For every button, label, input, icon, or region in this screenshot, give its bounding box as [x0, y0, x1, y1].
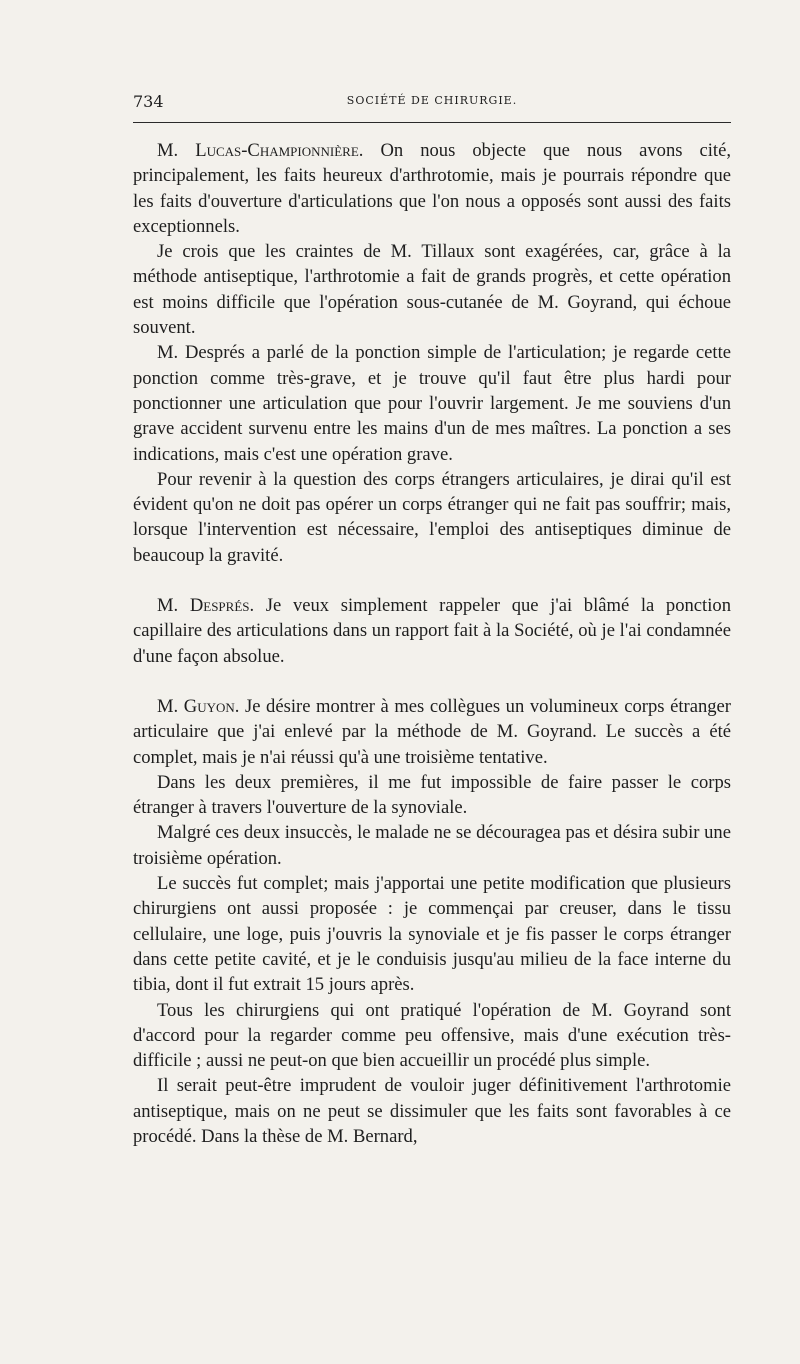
paragraph-text: On nous objecte que nous avons cité, principalement, les faits heureux d'arthrotomie, mais je pourrais répondre que les faits d'ouverture d'articulations que l'on nous a opposés sont aussi des faits exceptionnels. [133, 140, 731, 237]
speaker-name: M. Guyon. [157, 695, 240, 717]
paragraph: Il serait peut-être imprudent de vouloir juger définitivement l'arthrotomie antiseptique, mais on ne peut se dissimuler que les faits sont favorables à ce procédé. Dans la thèse de M. Bernard, [133, 1075, 731, 1147]
paragraph: M. Després a parlé de la ponction simple de l'articulation; je regarde cette ponction comme très-grave, et je trouve qu'il faut être plus hardi pour ponctionner une articulation que pour l'ouvrir largement. Je me souviens d'un grave accident survenu entre les mains d'un de mes maîtres. La ponction a ses indications, mais c'est une opération grave. [133, 342, 731, 465]
spacer [133, 568, 731, 593]
paragraph: Je crois que les craintes de M. Tillaux sont exagérées, car, grâce à la méthode antiseptique, l'arthrotomie a fait de grands progrès, et cette opération est moins difficile que l'opération sous-cutanée de M. Goyrand, qui échoue souvent. [133, 241, 731, 339]
running-head: SOCIÉTÉ DE CHIRURGIE. [346, 94, 518, 107]
page-header [133, 92, 731, 112]
paragraph: Le succès fut complet; mais j'apportai une petite modification que plusieurs chirurgiens ont aussi proposée : je commençai par creuser, dans le tissu cellulaire, une loge, puis j'ouvris la synoviale et je fis passer le corps étranger dans cette petite cavité, et je le conduisis jusqu'au milieu de la face interne du tibia, dont il fut extrait 15 jours après. [133, 873, 731, 996]
paragraph: Dans les deux premières, il me fut impossible de faire passer le corps étranger à travers l'ouverture de la synoviale. [133, 771, 731, 819]
paragraph: Tous les chirurgiens qui ont pratiqué l'opération de M. Goyrand sont d'accord pour la regarder comme peu offensive, mais d'une exécution très-difficile ; aussi ne peut-on que bien accueillir un procédé plus simple. [133, 999, 731, 1072]
paragraph: Malgré ces deux insuccès, le malade ne se découragea pas et désira subir une troisième opération. [133, 822, 731, 869]
speaker-name: M. Després. [157, 595, 255, 617]
header-rule [133, 122, 731, 123]
page-number: 734 [133, 92, 164, 111]
paragraph-lucas-championniere [133, 138, 731, 239]
page-body [133, 138, 731, 1149]
spacer [133, 669, 731, 694]
paragraph-despres [133, 593, 731, 669]
paragraph-guyon [133, 694, 731, 770]
paragraph: Pour revenir à la question des corps étrangers articulaires, je dirai qu'il est évident qu'on ne doit pas opérer un corps étranger qui ne fait pas souffrir; mais, lorsque l'intervention est nécessaire, l'emploi des antiseptiques diminue de beaucoup la gravité. [133, 468, 731, 566]
speaker-name: M. Lucas-Championnière. [157, 140, 364, 161]
paragraph-text: Je veux simplement rappeler que j'ai blâmé la ponction capillaire des articulations dans un rapport fait à la Société, où je l'ai condamnée d'une façon absolue. [133, 595, 731, 667]
paragraph-text: Je désire montrer à mes collègues un volumineux corps étranger articulaire que j'ai enlevé par la méthode de M. Goyrand. Le succès a été complet, mais je n'ai réussi qu'à une troisième tentative. [133, 695, 732, 768]
